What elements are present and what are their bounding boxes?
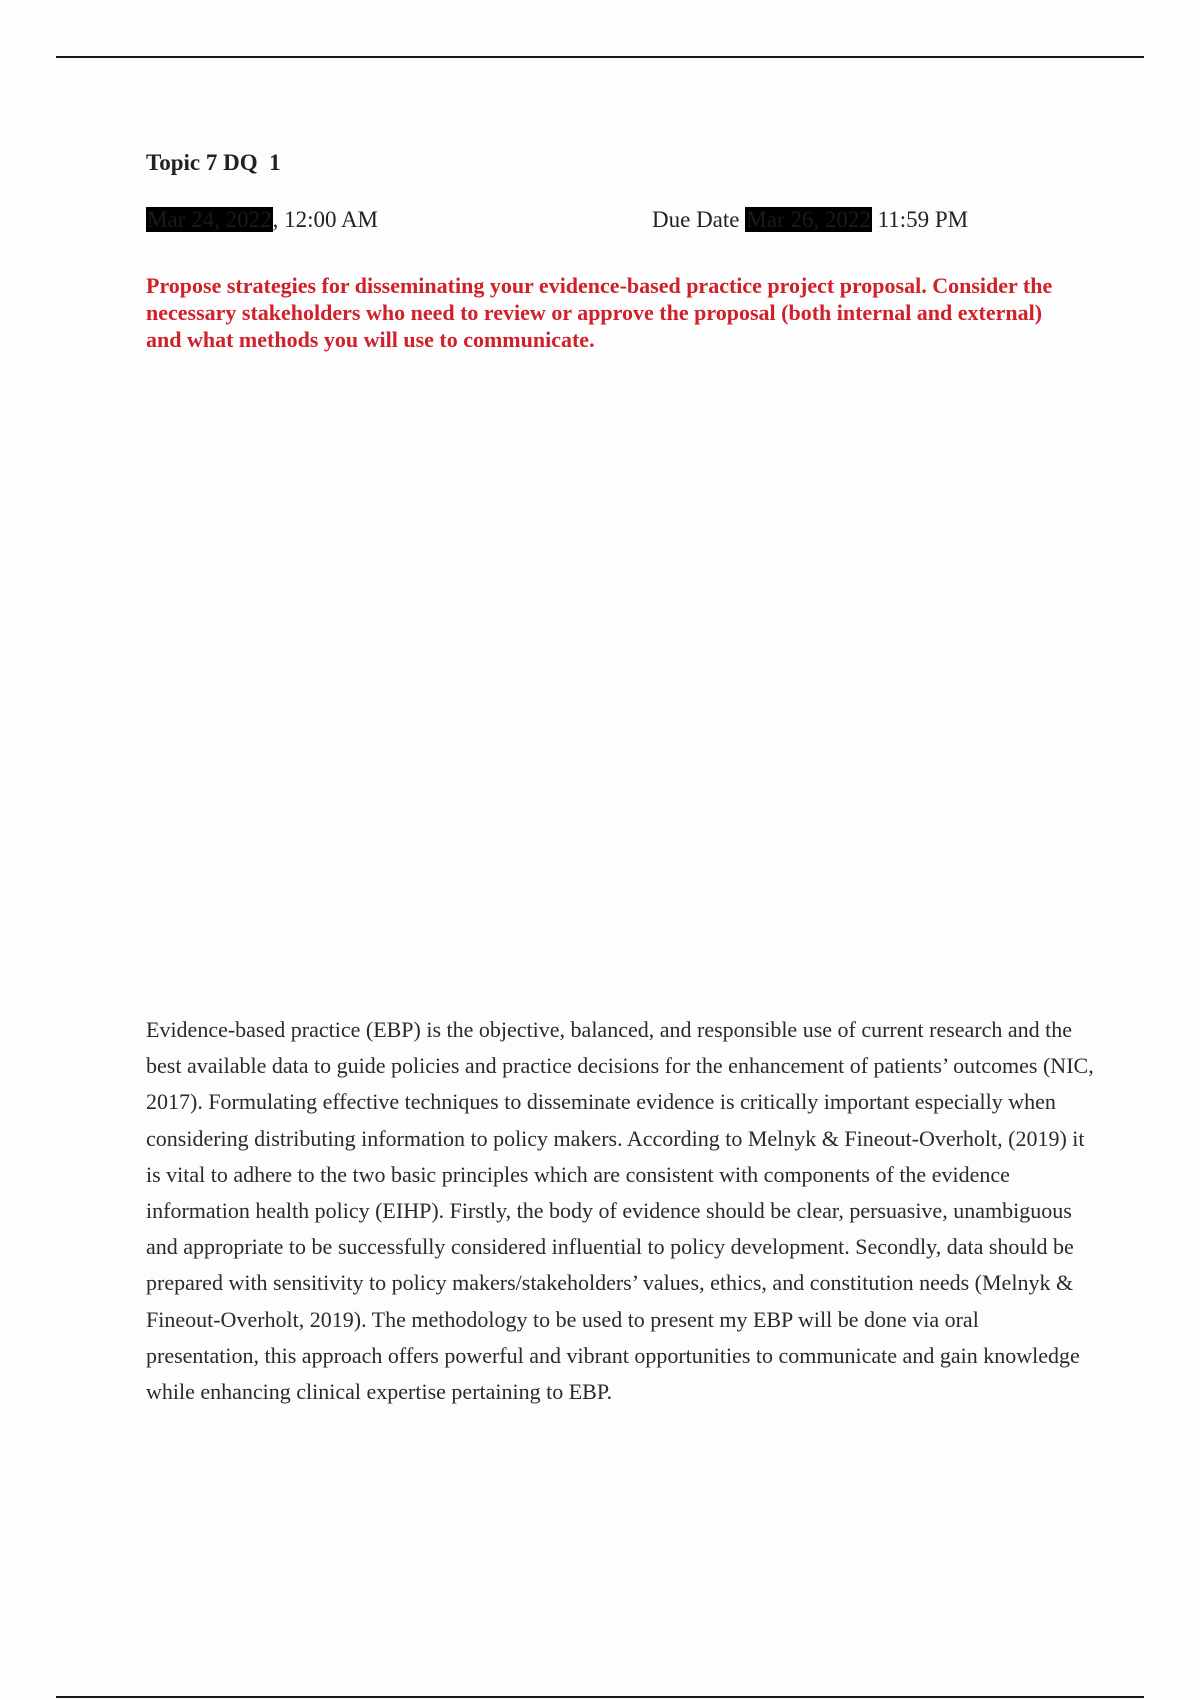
discussion-prompt: Propose strategies for disseminating your evidence-based practice project proposal. Consider the necessary stakeholders who need to review or approve the proposal (both internal and external) and what methods you will use to communicate.: [146, 273, 1053, 352]
due-time: 11:59 PM: [871, 207, 969, 232]
footer-rule: [56, 1696, 1144, 1698]
start-time: , 12:00 AM: [272, 207, 379, 232]
start-date-redaction: Mar 24, 2022: [147, 207, 272, 232]
due-date-redaction: Mar 26, 2022: [746, 207, 871, 232]
response-paragraph: Evidence-based practice (EBP) is the objective, balanced, and responsible use of current research and the best available data to guide policies and practice decisions for the enhancement of patients’ outcomes (NIC, 2017). Formulating effective techniques to disseminate evidence is critically important especially when considering distributing information to policy makers. According to Melnyk & Fineout-Overholt, (2019) it is vital to adhere to the two basic principles which are consistent with components of the evidence information health policy (EIHP). Firstly, the body of evidence should be clear, persuasive, unambiguous and appropriate to be successfully considered influential to policy development. Secondly, data should be prepared with sensitivity to policy makers/stakeholders’ values, ethics, and constitution needs (Melnyk & Fineout-Overholt, 2019). The methodology to be used to present my EBP will be done via oral presentation, this approach offers powerful and vibrant opportunities to communicate and gain knowledge while enhancing clinical expertise pertaining to EBP.: [146, 1017, 1094, 1405]
header-rule: [56, 56, 1144, 58]
due-date-label: Due Date: [652, 207, 746, 232]
start-date-line: [146, 205, 378, 235]
document-title: Topic 7 DQ 1: [146, 150, 281, 175]
due-date-line: [652, 205, 968, 235]
